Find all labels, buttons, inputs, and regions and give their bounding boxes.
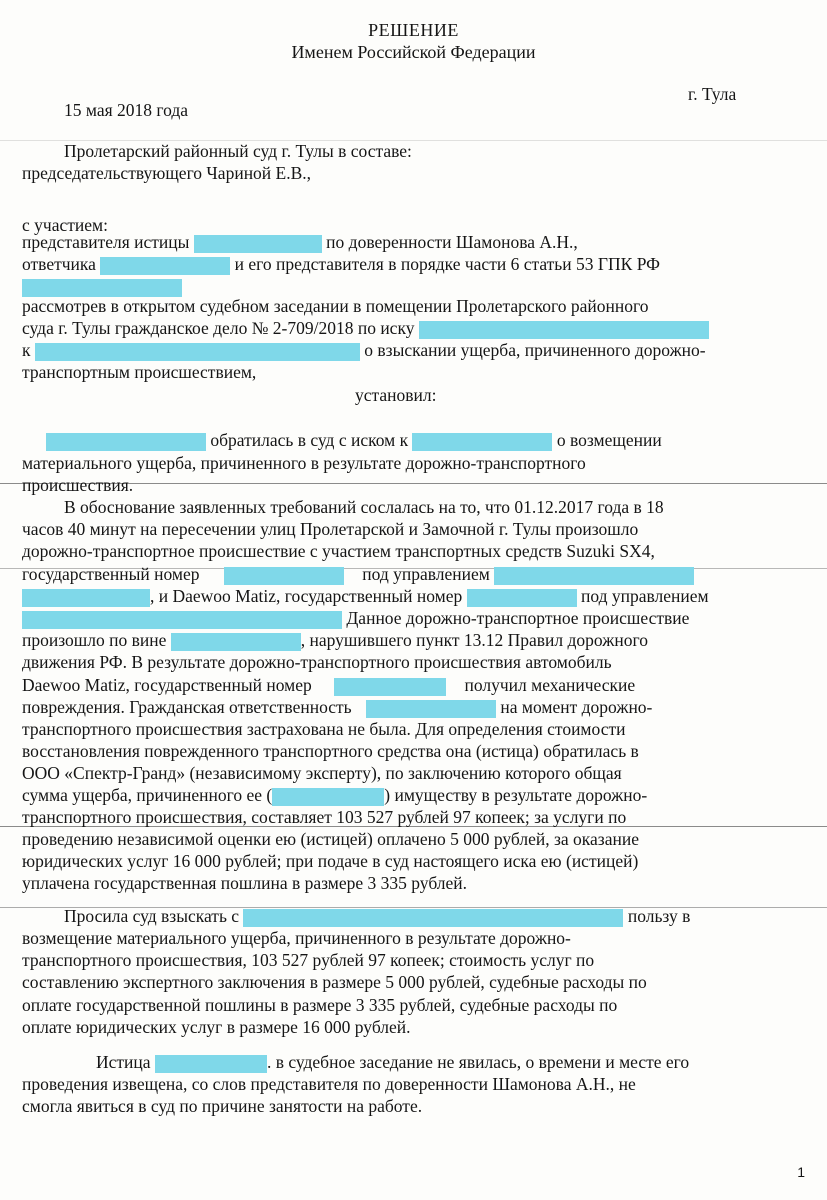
redaction-block xyxy=(22,589,150,607)
redaction-block xyxy=(272,788,384,806)
text-fragment: представителя истицы xyxy=(22,232,190,252)
text-line: проведения извещена, со слов представителя по доверенности Шамонова А.Н., не xyxy=(22,1074,636,1094)
text-line xyxy=(22,318,709,339)
text-line: уплачена государственная пошлина в размере 3 335 рублей. xyxy=(22,873,468,893)
text-line xyxy=(22,276,182,297)
text-line: Пролетарский районный суд г. Тулы в составе: xyxy=(64,141,412,161)
text-line: рассмотрев в открытом судебном заседании в помещении Пролетарского районного xyxy=(22,296,649,316)
text-line xyxy=(64,906,690,927)
redaction-block xyxy=(467,589,577,607)
redaction-block xyxy=(22,611,342,629)
text-fragment: Истица xyxy=(96,1052,151,1072)
section-heading: установил: xyxy=(355,385,437,405)
text-line: дорожно-транспортное происшествие с участием транспортных средств Suzuki SX4, xyxy=(22,541,655,561)
text-fragment: . в судебное заседание не явилась, о времени и месте его xyxy=(266,1052,690,1072)
text-line: юридических услуг 16 000 рублей; при подаче в суд настоящего иска ею (истицей) xyxy=(22,851,639,871)
text-fragment: , и Daewoo Matiz, государственный номер xyxy=(150,586,463,606)
text-fragment: и его представителя в порядке части 6 статьи 53 ГПК РФ xyxy=(234,254,660,274)
decision-date: 15 мая 2018 года xyxy=(64,100,189,120)
text-line xyxy=(22,340,706,361)
text-line: проведению независимой оценки ею (истицей) оплачено 5 000 рублей, за оказание xyxy=(22,829,639,849)
redaction-block xyxy=(35,343,360,361)
text-fragment: ответчика xyxy=(22,254,96,274)
text-line: возмещение материального ущерба, причиненного в результате дорожно- xyxy=(22,928,571,948)
text-line: председательствующего Чариной Е.В., xyxy=(22,163,312,183)
text-fragment: под управлением xyxy=(580,586,709,606)
redaction-block xyxy=(22,279,182,297)
text-fragment: государственный номер xyxy=(22,564,200,584)
redaction-block xyxy=(194,235,322,253)
text-line xyxy=(46,430,662,451)
text-line: транспортного происшествия застрахована не была. Для определения стоимости xyxy=(22,719,626,739)
redaction-block xyxy=(171,633,301,651)
redaction-block xyxy=(412,433,552,451)
text-fragment: , нарушившего пункт 13.12 Правил дорожного xyxy=(300,630,648,650)
text-fragment: повреждения. Гражданская ответственность xyxy=(22,697,352,717)
text-line xyxy=(96,1052,689,1073)
redaction-block xyxy=(419,321,709,339)
text-line xyxy=(22,232,578,253)
decision-city: г. Тула xyxy=(688,84,737,104)
text-line: с участием: xyxy=(22,215,108,235)
text-line: оплате юридических услуг в размере 16 000 рублей. xyxy=(22,1017,411,1037)
redaction-block xyxy=(243,909,623,927)
text-line xyxy=(22,254,660,275)
document-subtitle: Именем Российской Федерации xyxy=(291,42,536,62)
text-line: транспортного происшествия, 103 527 рублей 97 копеек; стоимость услуг по xyxy=(22,950,595,970)
text-line: транспортного происшествия, составляет 103 527 рублей 97 копеек; за услуги по xyxy=(22,807,627,827)
text-line: происшествия. xyxy=(22,475,134,495)
text-line: материального ущерба, причиненного в результате дорожно-транспортного xyxy=(22,453,586,473)
text-line: часов 40 минут на пересечении улиц Пролетарской и Замочной г. Тулы произошло xyxy=(22,519,639,539)
text-fragment: суда г. Тулы гражданское дело № 2-709/2018 по иску xyxy=(22,318,415,338)
text-fragment: о возмещении xyxy=(556,430,662,450)
text-line xyxy=(22,785,647,806)
text-fragment: Просила суд взыскать с xyxy=(64,906,240,926)
text-line: составлению экспертного заключения в размере 5 000 рублей, судебные расходы по xyxy=(22,972,647,992)
text-fragment: обратилась в суд с иском к xyxy=(210,430,409,450)
text-fragment: пользу в xyxy=(627,906,691,926)
text-line xyxy=(22,630,648,651)
page-number: 1 xyxy=(797,1164,805,1180)
text-line: движения РФ. В результате дорожно-транспортного происшествия автомобиль xyxy=(22,652,612,672)
text-line: ООО «Спектр-Гранд» (независимому эксперту), по заключению которого общая xyxy=(22,763,622,783)
redaction-block xyxy=(46,433,206,451)
text-line: смогла явиться в суд по причине занятости на работе. xyxy=(22,1096,423,1116)
text-line xyxy=(22,608,689,629)
redaction-block xyxy=(100,257,230,275)
text-fragment: произошло по вине xyxy=(22,630,167,650)
redaction-block xyxy=(366,700,496,718)
text-fragment: Daewoo Matiz, государственный номер xyxy=(22,675,312,695)
redaction-block xyxy=(155,1055,267,1073)
text-line: транспортным происшествием, xyxy=(22,362,257,382)
text-fragment: получил механические xyxy=(464,675,636,695)
text-fragment: под управлением xyxy=(362,564,490,584)
text-fragment: ) имуществу в результате дорожно- xyxy=(384,785,648,805)
text-line: восстановления поврежденного транспортного средства она (истица) обратилась в xyxy=(22,741,639,761)
redaction-block xyxy=(334,678,446,696)
text-line: оплате государственной пошлины в размере 3 335 рублей, судебные расходы по xyxy=(22,995,618,1015)
text-line xyxy=(22,564,694,585)
redaction-block xyxy=(494,567,694,585)
text-fragment: по доверенности Шамонова А.Н., xyxy=(326,232,578,252)
text-line: В обоснование заявленных требований сослалась на то, что 01.12.2017 года в 18 xyxy=(64,497,664,517)
text-fragment: сумма ущерба, причиненного ее ( xyxy=(22,785,273,805)
text-fragment: о взыскании ущерба, причиненного дорожно- xyxy=(364,340,706,360)
document-title: РЕШЕНИЕ xyxy=(368,20,459,40)
text-fragment: к xyxy=(22,340,31,360)
text-line xyxy=(22,586,709,607)
text-line xyxy=(22,675,635,696)
redaction-block xyxy=(224,567,344,585)
text-fragment: на момент дорожно- xyxy=(500,697,653,717)
text-line xyxy=(22,697,652,718)
text-fragment: Данное дорожно-транспортное происшествие xyxy=(346,608,690,628)
